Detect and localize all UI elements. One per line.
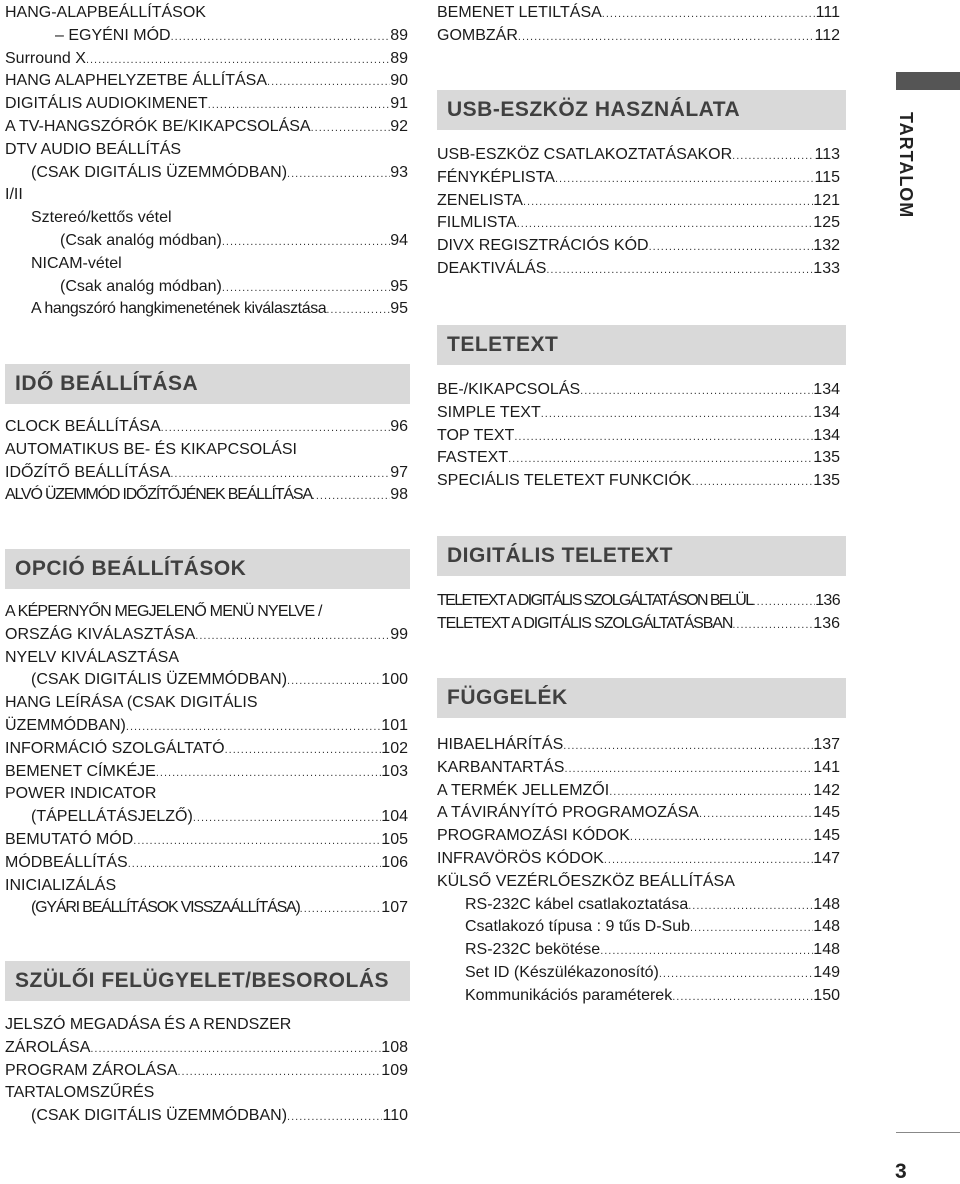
toc-entry[interactable]: A TV-HANGSZÓRÓK BE/KIKAPCSOLÁSA ..... 92 [5, 116, 408, 139]
leader-dots [602, 3, 816, 17]
toc-entry[interactable]: NYELV KIVÁLASZTÁSA [5, 648, 179, 666]
toc-entry[interactable]: DIGITÁLIS AUDIOKIMENET ..... 91 [5, 93, 408, 116]
leader-dots [267, 71, 390, 85]
leader-dots [688, 895, 813, 909]
toc-entry[interactable]: PROGRAM ZÁROLÁSA ..... 109 [5, 1060, 408, 1083]
leader-dots [690, 917, 813, 931]
leader-dots [311, 117, 391, 131]
toc-entry[interactable]: HANG LEÍRÁSA (CSAK DIGITÁLIS [5, 694, 258, 712]
leader-dots [692, 471, 814, 485]
toc-entry[interactable]: SIMPLE TEXT ..... 134 [437, 402, 840, 425]
side-section-label: TARTALOM [896, 112, 916, 219]
leader-dots [300, 898, 382, 912]
leader-dots [580, 380, 813, 394]
toc-entry[interactable]: BEMUTATÓ MÓD ..... 105 [5, 829, 408, 852]
section-header-fuggelek: FÜGGELÉK [437, 678, 846, 718]
leader-dots [600, 940, 813, 954]
toc-entry[interactable]: A TERMÉK JELLEMZŐI ..... 142 [437, 780, 840, 803]
section-header-ido: IDŐ BEÁLLÍTÁSA [5, 364, 410, 404]
toc-entry[interactable]: A KÉPERNYŐN MEGJELENŐ MENÜ NYELVE / [5, 603, 322, 620]
toc-entry[interactable]: TELETEXT A DIGITÁLIS SZOLGÁLTATÁSON BELÜL ..... 136 [437, 590, 840, 613]
toc-entry[interactable]: NICAM-vétel [31, 254, 122, 272]
leader-dots [126, 716, 381, 730]
leader-dots [312, 485, 390, 499]
toc-entry[interactable]: A hangszóró hangkimenetének kiválasztása ..... 95 [5, 298, 408, 321]
toc-section-teletext [437, 379, 840, 493]
section-header-opcio: OPCIÓ BEÁLLÍTÁSOK [5, 549, 410, 589]
toc-section-ido [5, 416, 408, 507]
leader-dots [287, 163, 390, 177]
toc-entry[interactable]: FÉNYKÉPLISTA ..... 115 [437, 167, 840, 190]
leader-dots [555, 168, 815, 182]
leader-dots [563, 735, 813, 749]
toc-entry[interactable]: BE-/KIKAPCSOLÁS ..... 134 [437, 379, 840, 402]
leader-dots [90, 1038, 381, 1052]
toc-entry[interactable]: INICIALIZÁLÁS [5, 876, 117, 894]
leader-dots [287, 670, 381, 684]
page-number: 3 [895, 1160, 907, 1183]
toc-entry[interactable]: (CSAK DIGITÁLIS ÜZEMMÓDBAN) ..... 93 [5, 162, 408, 185]
leader-dots [222, 277, 390, 291]
toc-entry[interactable]: JELSZÓ MEGADÁSA ÉS A RENDSZER [5, 1016, 292, 1033]
toc-entry[interactable]: ÜZEMMÓDBAN) ..... 101 [5, 715, 408, 738]
leader-dots [193, 807, 381, 821]
toc-entry[interactable]: Set ID (Készülékazonosító) ..... 149 [437, 962, 840, 985]
leader-dots [133, 830, 381, 844]
toc-entry[interactable]: SPECIÁLIS TELETEXT FUNKCIÓK ..... 135 [437, 470, 840, 493]
leader-dots [514, 426, 813, 440]
leader-dots [222, 231, 390, 245]
toc-entry[interactable]: Csatlakozó típusa : 9 tűs D-Sub ..... 148 [437, 916, 840, 939]
toc-entry[interactable]: KÜLSŐ VEZÉRLŐESZKÖZ BEÁLLÍTÁSA [437, 872, 735, 890]
toc-entry[interactable]: HIBAELHÁRÍTÁS ..... 137 [437, 734, 840, 757]
leader-dots [649, 236, 814, 250]
toc-entry[interactable]: ZENELISTA ..... 121 [437, 190, 840, 213]
toc-entry[interactable]: TARTALOMSZŰRÉS [5, 1084, 155, 1102]
toc-entry[interactable]: Kommunikációs paraméterek ..... 150 [437, 985, 840, 1008]
leader-dots [128, 853, 382, 867]
leader-dots [326, 299, 390, 313]
toc-entry[interactable]: TOP TEXT ..... 134 [437, 425, 840, 448]
leader-dots [195, 625, 390, 639]
toc-entry[interactable]: A TÁVIRÁNYÍTÓ PROGRAMOZÁSA ..... 145 [437, 802, 840, 825]
leader-dots [170, 463, 390, 477]
leader-dots [732, 614, 813, 628]
toc-entry[interactable]: (Csak analóg módban) ..... 95 [5, 276, 408, 299]
leader-dots [699, 803, 813, 817]
section-header-teletext: TELETEXT [437, 325, 846, 365]
leader-dots [287, 1106, 382, 1120]
leader-dots [208, 94, 391, 108]
toc-entry[interactable]: INFRAVÖRÖS KÓDOK ..... 147 [437, 848, 840, 871]
toc-entry[interactable]: CLOCK BEÁLLÍTÁSA ..... 96 [5, 416, 408, 439]
leader-dots [609, 781, 813, 795]
toc-entry[interactable]: I/II [5, 186, 23, 204]
toc-entry[interactable]: (Csak analóg módban) ..... 94 [5, 230, 408, 253]
leader-dots [523, 191, 813, 205]
toc-entry[interactable]: HANG-ALAPBEÁLLÍTÁSOK [5, 4, 206, 21]
toc-entry[interactable]: BEMENET CÍMKÉJE ..... 103 [5, 761, 408, 784]
toc-entry[interactable]: ZÁROLÁSA ..... 108 [5, 1037, 408, 1060]
toc-entry[interactable]: DIVX REGISZTRÁCIÓS KÓD ..... 132 [437, 235, 840, 258]
section-header-digtel: DIGITÁLIS TELETEXT [437, 536, 846, 576]
toc-entry[interactable]: USB-ESZKÖZ CSATLAKOZTATÁSAKOR ..... 113 [437, 144, 840, 167]
toc-entry[interactable]: DTV AUDIO BEÁLLÍTÁS [5, 140, 182, 158]
toc-entry[interactable]: TELETEXT A DIGITÁLIS SZOLGÁLTATÁSBAN ..... 136 [437, 613, 840, 636]
leader-dots [753, 591, 816, 605]
leader-dots [171, 26, 391, 40]
footer-rule [896, 1132, 960, 1133]
toc-entry[interactable]: GOMBZÁR ..... 112 [437, 25, 840, 48]
toc-entry[interactable]: FASTEXT ..... 135 [437, 447, 840, 470]
toc-entry[interactable]: POWER INDICATOR [5, 785, 157, 803]
section-header-usb: USB-ESZKÖZ HASZNÁLATA [437, 90, 846, 130]
toc-entry[interactable]: KARBANTARTÁS ..... 141 [437, 757, 840, 780]
toc-entry[interactable]: ORSZÁG KIVÁLASZTÁSA ..... 99 [5, 624, 408, 647]
leader-dots [177, 1061, 381, 1075]
toc-column-left [5, 2, 408, 321]
leader-dots [541, 403, 814, 417]
leader-dots [225, 739, 382, 753]
leader-dots [659, 963, 813, 977]
toc-entry[interactable]: Surround X ..... 89 [5, 48, 408, 71]
toc-column-right [437, 2, 840, 48]
toc-entry[interactable]: DEAKTIVÁLÁS ..... 133 [437, 258, 840, 281]
toc-entry[interactable]: BEMENET LETILTÁSA ..... 111 [437, 2, 840, 25]
side-tab-marker [896, 72, 960, 90]
toc-entry[interactable]: RS-232C kábel csatlakoztatása ..... 148 [437, 894, 840, 917]
toc-entry[interactable]: IDŐZÍTŐ BEÁLLÍTÁSA ..... 97 [5, 462, 408, 485]
toc-entry[interactable]: HANG ALAPHELYZETBE ÁLLÍTÁSA ..... 90 [5, 70, 408, 93]
leader-dots [517, 213, 814, 227]
toc-section-opcio [5, 601, 408, 920]
toc-section-fuggelek [437, 734, 840, 1008]
leader-dots [604, 849, 813, 863]
leader-dots [546, 259, 813, 273]
leader-dots [630, 826, 813, 840]
toc-entry[interactable]: – EGYÉNI MÓD ..... 89 [5, 25, 408, 48]
toc-entry[interactable]: (CSAK DIGITÁLIS ÜZEMMÓDBAN) ..... 100 [5, 669, 408, 692]
toc-entry[interactable]: AUTOMATIKUS BE- ÉS KIKAPCSOLÁSI [5, 440, 297, 458]
section-header-szuloi: SZÜLŐI FELÜGYELET/BESOROLÁS [5, 961, 410, 1001]
toc-entry[interactable]: MÓDBEÁLLÍTÁS ..... 106 [5, 852, 408, 875]
toc-entry[interactable]: RS-232C bekötése ..... 148 [437, 939, 840, 962]
leader-dots [161, 417, 391, 431]
leader-dots [518, 26, 815, 40]
toc-section-szuloi [5, 1014, 408, 1128]
toc-entry[interactable]: Sztereó/kettős vétel [31, 209, 172, 227]
toc-entry[interactable]: INFORMÁCIÓ SZOLGÁLTATÓ ..... 102 [5, 738, 408, 761]
toc-entry[interactable]: ALVÓ ÜZEMMÓD IDŐZÍTŐJÉNEK BEÁLLÍTÁSA ..... 98 [5, 484, 408, 507]
toc-entry[interactable]: PROGRAMOZÁSI KÓDOK ..... 145 [437, 825, 840, 848]
leader-dots [86, 49, 390, 63]
toc-entry[interactable]: FILMLISTA ..... 125 [437, 212, 840, 235]
leader-dots [156, 762, 381, 776]
leader-dots [672, 986, 813, 1000]
leader-dots [732, 145, 814, 159]
toc-entry[interactable]: (GYÁRI BEÁLLÍTÁSOK VISSZAÁLLÍTÁSA) ..... 107 [5, 897, 408, 920]
leader-dots [508, 448, 813, 462]
leader-dots [564, 758, 813, 772]
toc-entry[interactable]: (CSAK DIGITÁLIS ÜZEMMÓDBAN) ..... 110 [5, 1105, 408, 1128]
toc-entry[interactable]: (TÁPELLÁTÁSJELZŐ) ..... 104 [5, 806, 408, 829]
toc-section-digtel [437, 590, 840, 636]
toc-section-usb [437, 144, 840, 281]
